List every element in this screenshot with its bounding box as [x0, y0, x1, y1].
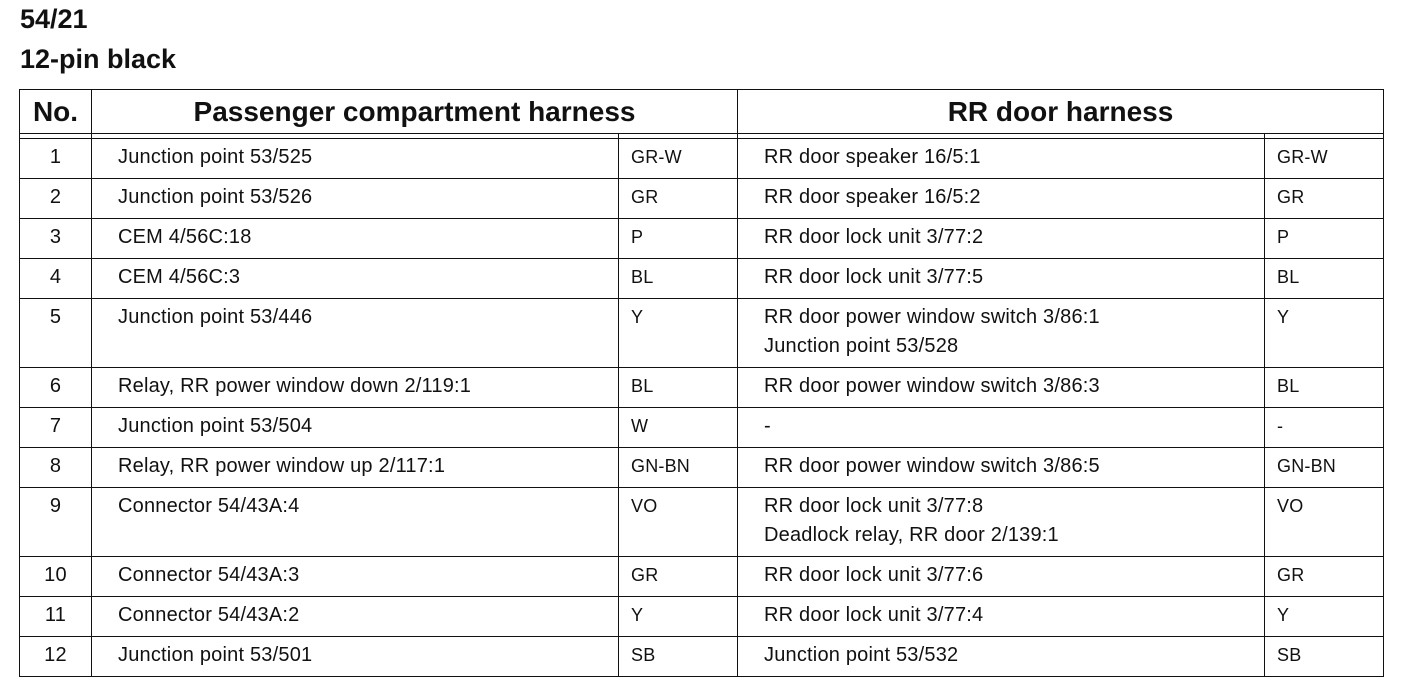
pin-number: 10 — [20, 557, 92, 597]
rr-door-harness-connection — [738, 368, 1265, 408]
rr-door-harness-connection — [738, 259, 1265, 299]
passenger-harness-connection — [92, 219, 619, 259]
rr-door-harness-connection — [738, 637, 1265, 677]
rr-door-harness-connection-line: Junction point 53/532 — [764, 644, 959, 666]
pin-number: 8 — [20, 448, 92, 488]
passenger-harness-connection — [92, 488, 619, 557]
table-row — [20, 448, 1384, 488]
rr-door-harness-connection-line: Junction point 53/528 — [764, 335, 959, 357]
pin-number: 3 — [20, 219, 92, 259]
header-no: No. — [20, 90, 92, 134]
passenger-wire-color: BL — [619, 368, 738, 408]
passenger-wire-color: GR-W — [619, 139, 738, 179]
passenger-harness-connection-line: CEM 4/56C:18 — [118, 226, 252, 248]
rr-door-harness-connection — [738, 299, 1265, 368]
rr-door-harness-connection — [738, 597, 1265, 637]
passenger-wire-color: BL — [619, 259, 738, 299]
rr-door-wire-color: BL — [1265, 259, 1384, 299]
table-row — [20, 299, 1384, 368]
rr-door-wire-color: GN-BN — [1265, 448, 1384, 488]
passenger-harness-connection-line: CEM 4/56C:3 — [118, 266, 241, 288]
rr-door-harness-connection — [738, 448, 1265, 488]
passenger-harness-connection — [92, 299, 619, 368]
pin-number: 11 — [20, 597, 92, 637]
pin-number: 1 — [20, 139, 92, 179]
table-row — [20, 637, 1384, 677]
rr-door-harness-connection-line: - — [764, 415, 771, 437]
rr-door-wire-color: GR — [1265, 179, 1384, 219]
connector-id: 54/21 — [20, 4, 88, 34]
passenger-harness-connection-line: Junction point 53/525 — [118, 146, 313, 168]
passenger-harness-connection — [92, 259, 619, 299]
rr-door-harness-connection-line: RR door lock unit 3/77:6 — [764, 564, 984, 586]
rr-door-harness-connection — [738, 219, 1265, 259]
passenger-wire-color: GN-BN — [619, 448, 738, 488]
rr-door-harness-connection-line: RR door power window switch 3/86:3 — [764, 375, 1100, 397]
rr-door-harness-connection — [738, 179, 1265, 219]
header-passenger-harness: Passenger compartment harness — [92, 90, 738, 134]
rr-door-harness-connection-line: RR door speaker 16/5:1 — [764, 146, 981, 168]
rr-door-harness-connection-line: RR door power window switch 3/86:1 — [764, 306, 1100, 328]
table-row — [20, 139, 1384, 179]
passenger-wire-color: VO — [619, 488, 738, 557]
pin-number: 5 — [20, 299, 92, 368]
rr-door-wire-color: Y — [1265, 299, 1384, 368]
rr-door-wire-color: Y — [1265, 597, 1384, 637]
pin-number: 4 — [20, 259, 92, 299]
rr-door-wire-color: VO — [1265, 488, 1384, 557]
passenger-harness-connection-line: Relay, RR power window up 2/117:1 — [118, 455, 446, 477]
rr-door-harness-connection — [738, 488, 1265, 557]
passenger-harness-connection-line: Junction point 53/446 — [118, 306, 313, 328]
passenger-harness-connection — [92, 448, 619, 488]
passenger-harness-connection-line: Relay, RR power window down 2/119:1 — [118, 375, 472, 397]
passenger-wire-color: SB — [619, 637, 738, 677]
pin-number: 9 — [20, 488, 92, 557]
rr-door-harness-connection-line: RR door lock unit 3/77:5 — [764, 266, 984, 288]
passenger-wire-color: GR — [619, 179, 738, 219]
connector-description: 12-pin black — [20, 44, 177, 74]
rr-door-wire-color: GR-W — [1265, 139, 1384, 179]
table-row — [20, 557, 1384, 597]
passenger-wire-color: W — [619, 408, 738, 448]
passenger-wire-color: Y — [619, 597, 738, 637]
passenger-wire-color: Y — [619, 299, 738, 368]
passenger-harness-connection — [92, 368, 619, 408]
passenger-harness-connection — [92, 557, 619, 597]
passenger-harness-connection — [92, 637, 619, 677]
header-rr-door-harness: RR door harness — [738, 90, 1384, 134]
passenger-harness-connection-line: Connector 54/43A:2 — [118, 604, 300, 626]
table-row — [20, 219, 1384, 259]
rr-door-wire-color: GR — [1265, 557, 1384, 597]
table-row — [20, 488, 1384, 557]
passenger-wire-color: GR — [619, 557, 738, 597]
pin-number: 7 — [20, 408, 92, 448]
passenger-harness-connection — [92, 179, 619, 219]
passenger-harness-connection-line: Connector 54/43A:3 — [118, 564, 300, 586]
rr-door-wire-color: - — [1265, 408, 1384, 448]
rr-door-harness-connection-line: RR door lock unit 3/77:8 — [764, 495, 984, 517]
rr-door-harness-connection-line: Deadlock relay, RR door 2/139:1 — [764, 524, 1059, 546]
passenger-harness-connection-line: Junction point 53/504 — [118, 415, 313, 437]
rr-door-harness-connection — [738, 408, 1265, 448]
passenger-harness-connection-line: Connector 54/43A:4 — [118, 495, 300, 517]
passenger-harness-connection — [92, 597, 619, 637]
rr-door-harness-connection — [738, 557, 1265, 597]
passenger-wire-color: P — [619, 219, 738, 259]
pin-number: 6 — [20, 368, 92, 408]
table-row — [20, 368, 1384, 408]
rr-door-wire-color: P — [1265, 219, 1384, 259]
rr-door-harness-connection — [738, 139, 1265, 179]
table-row — [20, 408, 1384, 448]
rr-door-harness-connection-line: RR door lock unit 3/77:4 — [764, 604, 984, 626]
passenger-harness-connection-line: Junction point 53/501 — [118, 644, 313, 666]
rr-door-harness-connection-line: RR door lock unit 3/77:2 — [764, 226, 984, 248]
table-row — [20, 597, 1384, 637]
table-header-row — [20, 90, 1384, 134]
pin-number: 12 — [20, 637, 92, 677]
table-row — [20, 179, 1384, 219]
pinout-table — [19, 89, 1384, 677]
table-body — [20, 134, 1384, 677]
passenger-harness-connection-line: Junction point 53/526 — [118, 186, 313, 208]
rr-door-harness-connection-line: RR door power window switch 3/86:5 — [764, 455, 1100, 477]
rr-door-wire-color: SB — [1265, 637, 1384, 677]
rr-door-harness-connection-line: RR door speaker 16/5:2 — [764, 186, 981, 208]
passenger-harness-connection — [92, 139, 619, 179]
passenger-harness-connection — [92, 408, 619, 448]
pin-number: 2 — [20, 179, 92, 219]
table-row — [20, 259, 1384, 299]
rr-door-wire-color: BL — [1265, 368, 1384, 408]
